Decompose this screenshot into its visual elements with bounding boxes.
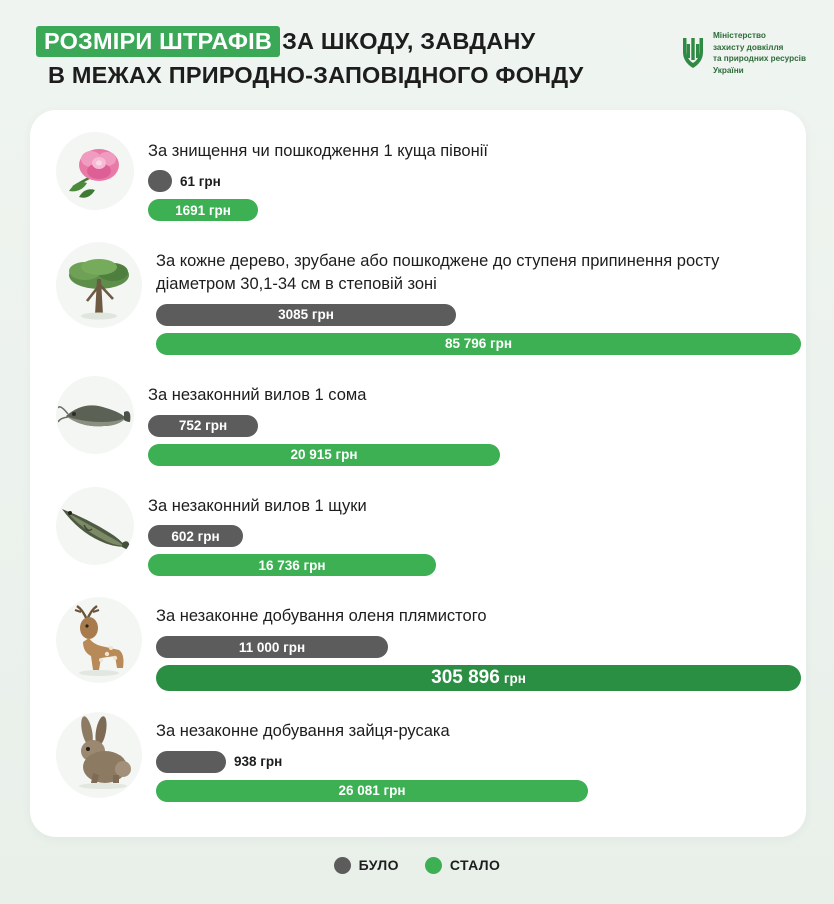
legend-item-old [334, 857, 399, 874]
chart-row [56, 242, 780, 362]
chart-row-body [156, 712, 780, 809]
new-bar [148, 199, 258, 221]
old-bar-wrap [148, 170, 780, 192]
old-bar [156, 751, 226, 773]
page-title-line-1 [36, 26, 583, 57]
new-bar [156, 665, 801, 691]
chart-row-body [148, 376, 780, 473]
page-title-line-2: В МЕЖАХ ПРИРОДНО-ЗАПОВІДНОГО ФОНДУ [48, 62, 584, 89]
new-bar [156, 780, 588, 802]
new-bar-value: 1691 грн [175, 202, 231, 218]
new-bar-unit: грн [503, 670, 526, 686]
catfish-icon [56, 376, 134, 454]
chart-row [56, 132, 780, 229]
hare-icon [56, 712, 142, 798]
chart-row-label: За незаконне добування оленя плямистого [156, 607, 487, 626]
new-bar [148, 444, 500, 466]
new-bar-value: 26 081 грн [338, 783, 406, 799]
trident-icon [680, 36, 706, 70]
chart-card [30, 110, 806, 837]
old-bar [148, 170, 172, 192]
new-bar-value: 16 736 грн [258, 557, 326, 573]
old-bar-value: 11 000 грн [238, 639, 306, 655]
old-bar [148, 525, 243, 547]
old-bar-value: 752 грн [178, 418, 228, 434]
chart-row [56, 376, 780, 473]
new-bar [156, 333, 801, 355]
ministry-line-1: Міністерство [712, 31, 766, 40]
chart-row-body [156, 242, 801, 362]
old-bar-value: 61 грн [180, 173, 221, 189]
title-highlight: РОЗМІРИ ШТРАФІВ [36, 26, 280, 57]
ministry-line-2: захисту довкілля [712, 42, 784, 52]
legend [0, 857, 834, 874]
pike-icon [56, 487, 134, 565]
header [0, 0, 834, 100]
chart-row-label: За знищення чи пошкодження 1 куща півонії [148, 141, 488, 160]
peony-icon [56, 132, 134, 210]
legend-label-new: СТАЛО [449, 857, 501, 874]
legend-item-new [425, 857, 500, 874]
new-bar-value: 20 915 грн [290, 447, 358, 463]
chart-row-label: За незаконний вилов 1 щуки [148, 496, 367, 515]
legend-dot-old-icon [334, 857, 351, 874]
ministry-logo [680, 26, 806, 77]
chart-row-label: За незаконний вилов 1 сома [148, 385, 367, 404]
chart-row-body [148, 487, 780, 584]
new-bar-value: 305 896 [431, 667, 500, 689]
title-rest: ЗА ШКОДУ, ЗАВДАНУ [282, 28, 536, 54]
old-bar-value: 3085 грн [278, 307, 334, 323]
old-bar [156, 636, 388, 658]
chart-row-body [148, 132, 780, 229]
chart-row [56, 487, 780, 584]
chart-row-body [156, 597, 801, 698]
chart-row [56, 597, 780, 698]
chart-row-label: За незаконне добування зайця-русака [156, 722, 450, 741]
tree-icon [56, 242, 142, 328]
chart-row [56, 712, 780, 809]
ministry-line-4: України [712, 65, 744, 75]
old-bar-value: 602 грн [171, 528, 220, 544]
chart-row-label: За кожне дерево, зрубане або пошкоджене до ступеня припинення росту діаметром 30,1-34 см в степовій зоні [156, 252, 720, 294]
new-bar-value: 85 796 грн [444, 336, 513, 352]
title-block [36, 26, 583, 92]
legend-dot-new-icon [425, 857, 442, 874]
old-bar [156, 304, 456, 326]
deer-icon [56, 597, 142, 683]
old-bar [148, 415, 258, 437]
ministry-line-3: та природних ресурсів [712, 54, 806, 64]
legend-label-old: БУЛО [358, 857, 399, 874]
old-bar-value: 938 грн [234, 754, 283, 770]
ministry-logo-text [713, 30, 806, 77]
new-bar [148, 554, 436, 576]
old-bar-wrap [156, 751, 780, 773]
